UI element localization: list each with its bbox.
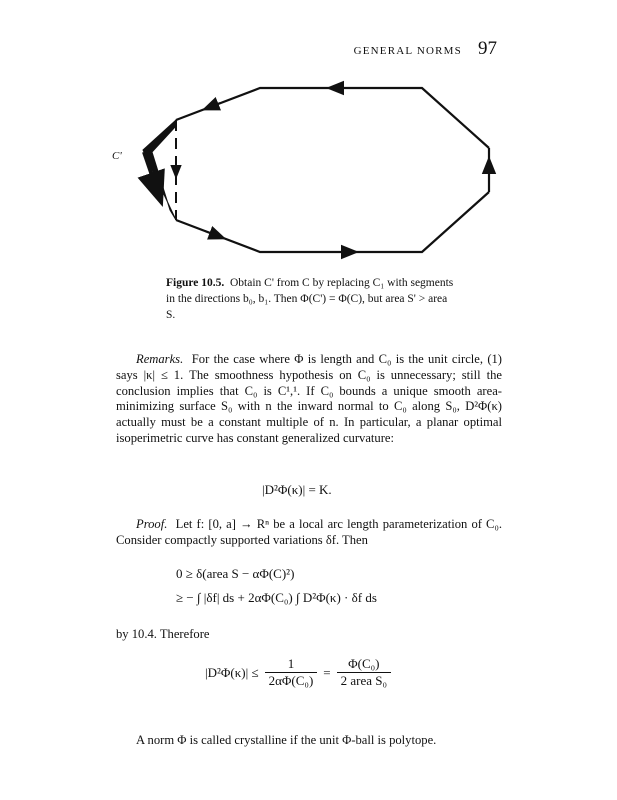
crystalline-definition: A norm Φ is called crystalline if the unit Φ-ball is polytope. [136,733,437,747]
page-number: 97 [478,38,497,59]
figure-caption [166,275,456,323]
fraction-2-numerator: Φ(C₀) [348,656,380,671]
caption-label: Figure 10.5. [166,277,225,289]
fraction-2-denominator: 2 area S₀ [337,672,391,689]
by-text: by 10.4. Therefore [116,627,210,641]
bound-fraction-2 [337,656,391,689]
bound-equals: = [323,664,331,680]
proof-label: Proof. [136,517,168,531]
c-prime-label: C' [112,150,122,162]
equation-bound [205,656,391,689]
remarks-text: For the case where Φ is length and C₀ is the unit circle, (1) says |κ| ≤ 1. The smoothness hypothesis on C₀ is unnecessary; still the conclusion implies that C₀ is C¹,¹. If C₀ bounds a unique smooth area-minimizing surface S₀ with n the inward normal to C₀ along S₀, D²Φ(κ) actually must be a constant multiple of n. In particular, a planar optimal isoperimetric curve has constant generalized curvature: [116,352,503,445]
bound-fraction-1 [265,656,318,689]
equation-curvature: |D²Φ(κ)| = K. [262,482,332,497]
c-prime-wedge [143,120,176,220]
curve-bottom-edge [176,192,489,252]
caption-text: Obtain C' from C by replacing C₁ with segments in the directions b₀, b₁. Then Φ(C') = Φ(C), but area S' > area S. [166,277,454,321]
bound-lhs: |D²Φ(κ)| ≤ [205,664,259,680]
running-head-title: GENERAL NORMS [353,45,462,57]
fraction-1-denominator: 2αΦ(C₀) [265,672,318,689]
remarks-label: Remarks. [136,352,184,366]
arrow-top-left [210,103,220,107]
remarks-paragraph [116,352,502,447]
equation-variation-1: 0 ≥ δ(area S − αΦ(C)²) [176,566,295,581]
fraction-1-numerator: 1 [287,656,295,671]
equation-variation-2: ≥ − ∫ |δf| ds + 2αΦ(C₀) ∫ D²Φ(κ) · δf ds [176,590,377,605]
curve-top-edge [176,88,489,148]
proof-paragraph [116,517,502,549]
proof-text: Let f: [0, a] → Rⁿ be a local arc length parameterization of C₀. Consider compactly supported variations δf. Then [116,517,502,547]
arrow-bottom-left [205,231,218,236]
